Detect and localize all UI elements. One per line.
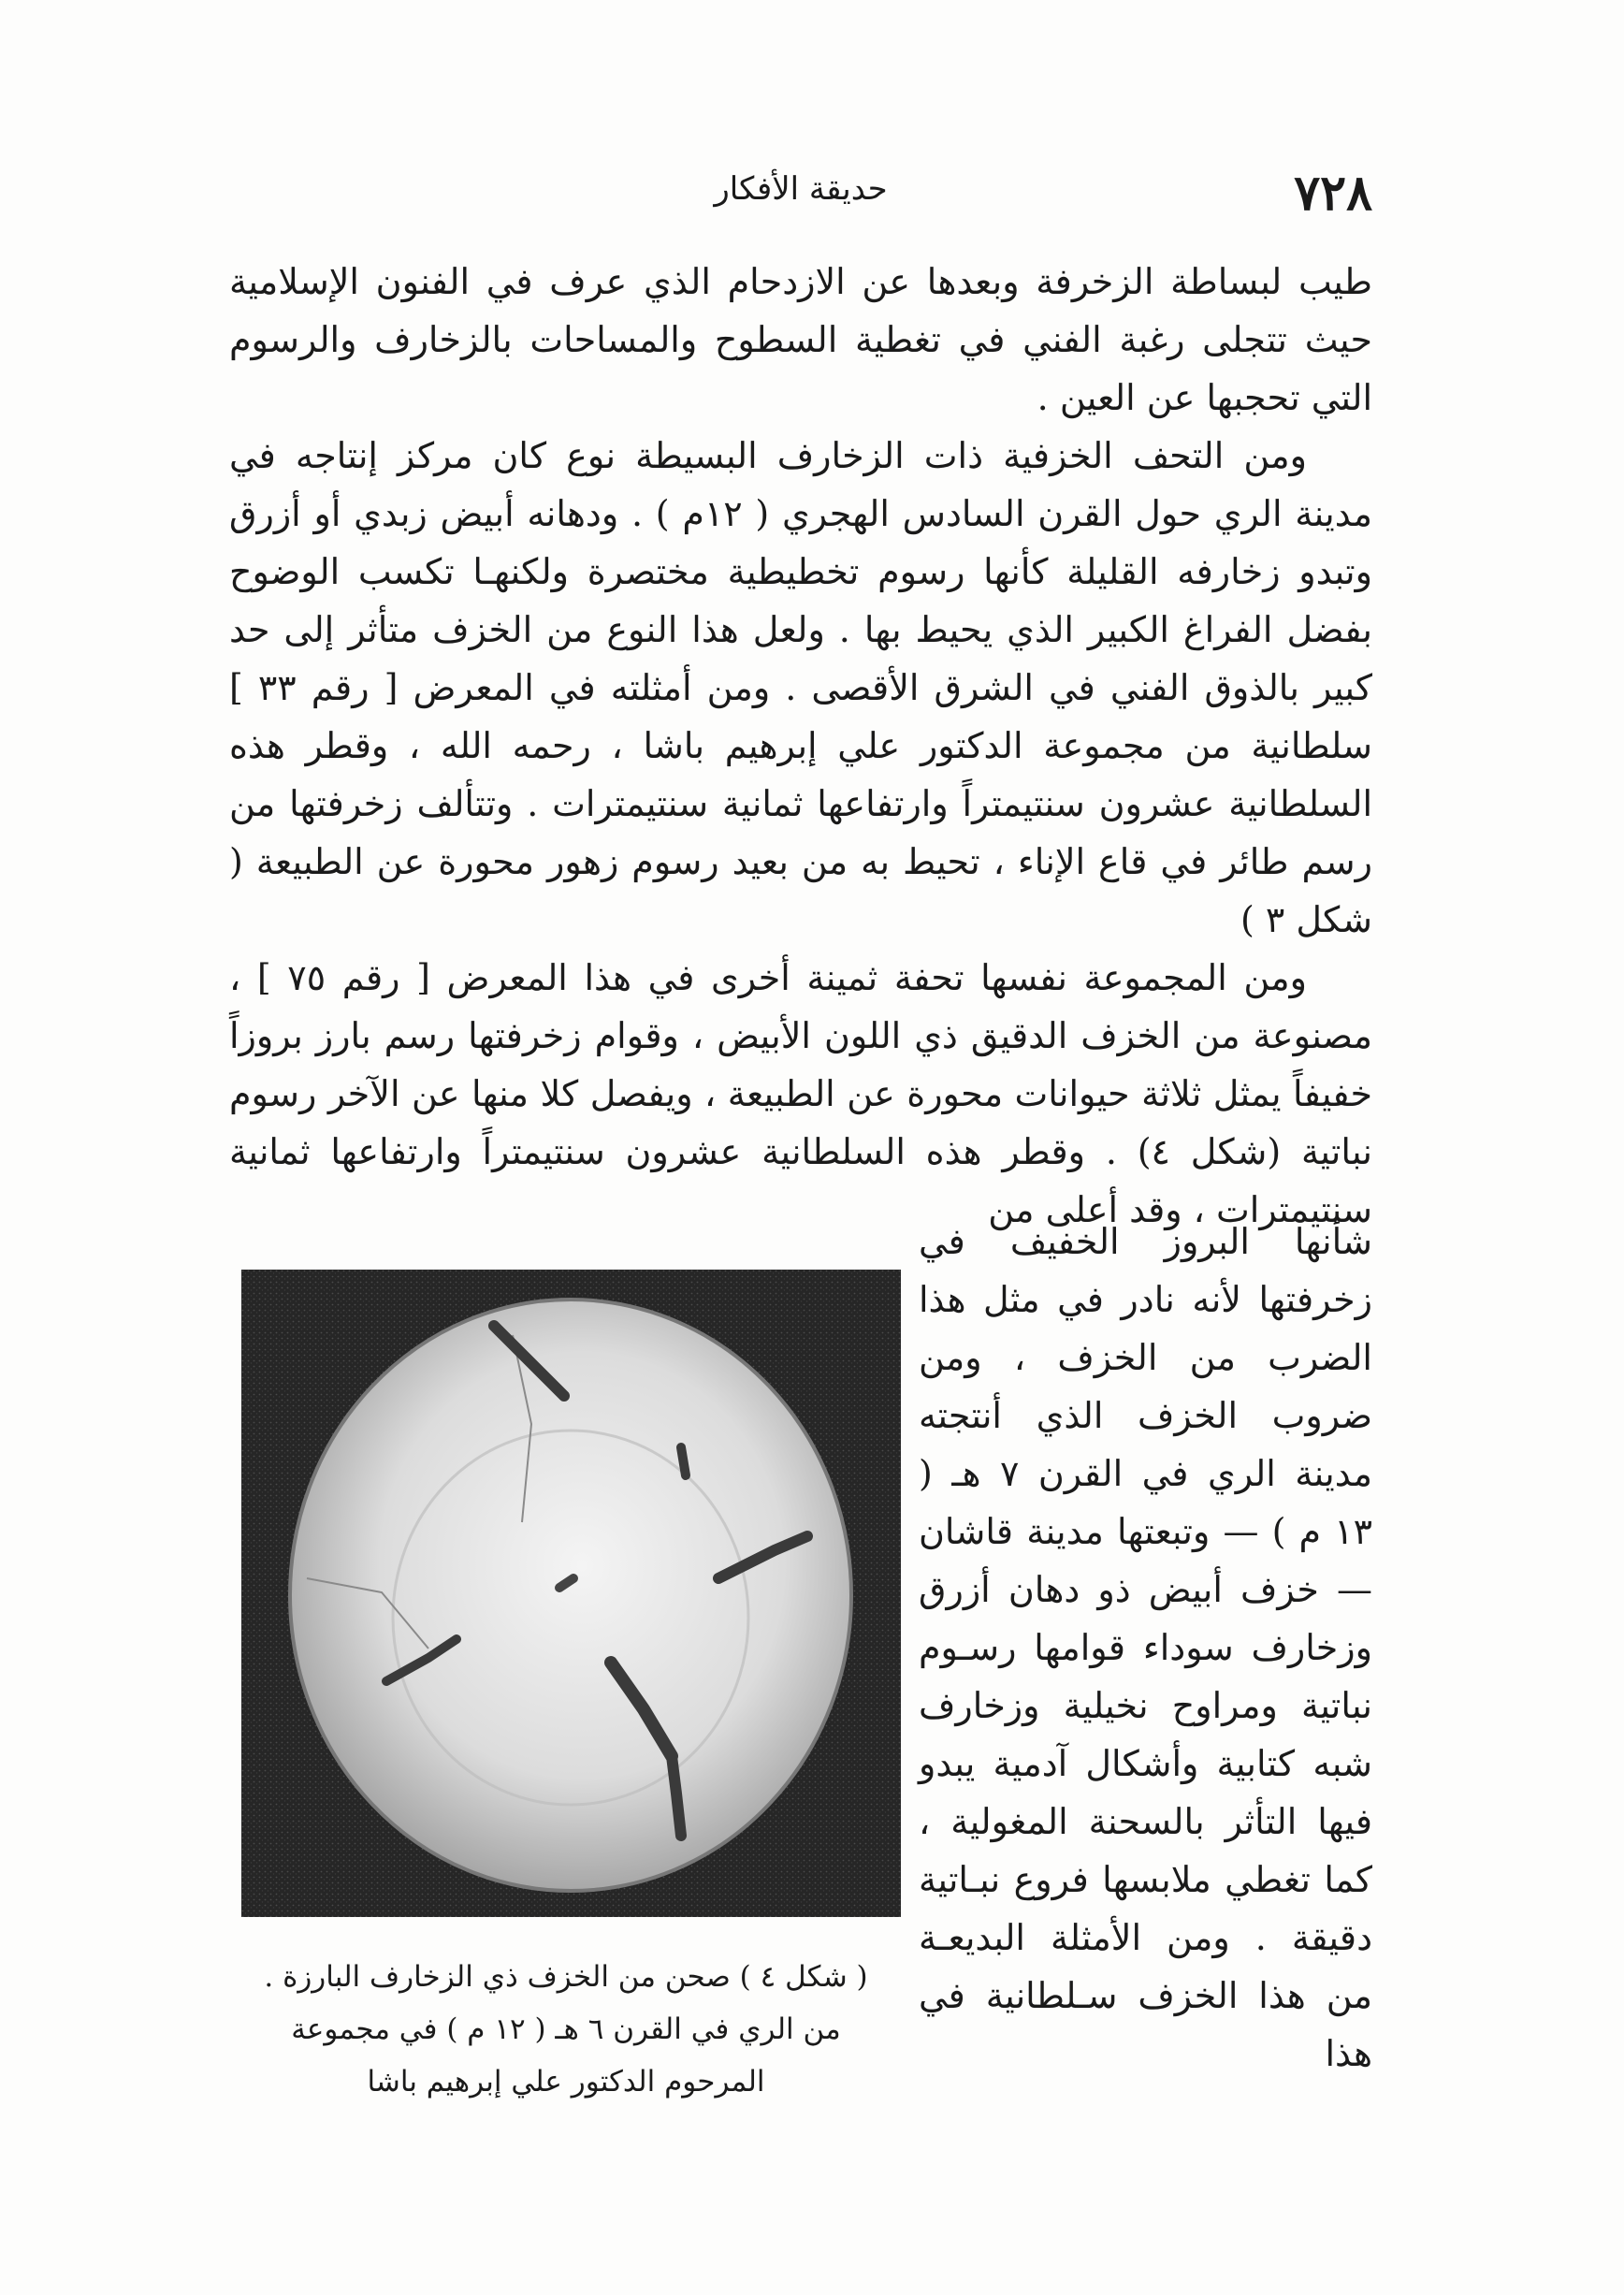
- bowl-photo-illustration: [241, 1270, 901, 1917]
- paragraph: شأنها البروز الخفيف في زخرفتها لأنه نادر في مثل هذا الضرب من الخزف ، ومن ضروب الخزف الذي أنتجته مدينة الري في القرن ٧ هـ ( ١٣ م ) — وتبعتها مدينة قاشان — خزف أبيض ذو دهان أزرق وزخارف سوداء قوامها رسـوم نباتية ومراوح نخيلية وزخارف شبه كتابية وأشكال آدمية يبدو فيها التأثر بالسحنة المغولية ، كما تغطي ملابسها فروع نبـاتية دقيقة . ومن الأمثلة البديعـة من هذا الخزف سـلطانية في هذا: [919, 1221, 1373, 2074]
- caption-line: ( شكل ٤ ) صحن من الخزف ذي الزخارف البارزة .: [264, 1960, 868, 1994]
- page-header: [229, 157, 1372, 223]
- paragraph: ومن التحف الخزفية ذات الزخارف البسيطة نوع كان مركز إنتاجه في مدينة الري حول القرن السادس الهجري ( ١٢م ) . ودهانه أبيض زبدي أو أزرق وتبدو زخارفه القليلة كأنها رسوم تخطيطية مختصرة ولكنهـا تكسب الوضوح بفضل الفراغ الكبير الذي يحيط بها . ولعل هذا النوع من الخزف متأثر إلى حد كبير بالذوق الفني في الشرق الأقصى . ومن أمثلته في المعرض [ رقم ٣٣ ] سلطانية من مجموعة الدكتور علي إبرهيم باشا ، رحمه الله ، وقطر هذه السلطانية عشرون سنتيمتراً وارتفاعها ثمانية سنتيمترات . وتتألف زخرفتها من رسم طائر في قاع الإناء ، تحيط به من بعيد رسوم زهور محورة عن الطبيعة ( شكل ٣ ): [229, 435, 1373, 940]
- figure-caption: [229, 1951, 903, 2108]
- side-column-text: [919, 1213, 1372, 2083]
- running-title: حديقة الأفكار: [714, 170, 888, 208]
- paragraph: طيب لبساطة الزخرفة وبعدها عن الازدحام الذي عرف في الفنون الإسلامية حيث تتجلى رغبة الفني في تغطية السطوح والمساحات بالزخارف والرسوم التي تحجبها عن العين .: [229, 261, 1372, 418]
- page-number: ٧٢٨: [1294, 165, 1372, 222]
- caption-line: من الري في القرن ٦ هـ ( ١٢ م ) في مجموعة: [291, 2012, 841, 2046]
- figure-bowl-photo: [241, 1270, 901, 1917]
- paragraph: ومن المجموعة نفسها تحفة ثمينة أخرى في هذا المعرض [ رقم ٧٥ ] ، مصنوعة من الخزف الدقيق ذي اللون الأبيض ، وقوام زخرفتها رسم بارز بروزاً خفيفاً يمثل ثلاثة حيوانات محورة عن الطبيعة ، ويفصل كلا منها عن الآخر رسوم نباتية (شكل ٤) . وقطر هذه السلطانية عشرون سنتيمتراً وارتفاعها ثمانية سنتيمترات ، وقد أعلى من: [229, 957, 1373, 1230]
- caption-line: المرحوم الدكتور علي إبرهيم باشا: [367, 2065, 765, 2099]
- body-text: [229, 253, 1372, 1239]
